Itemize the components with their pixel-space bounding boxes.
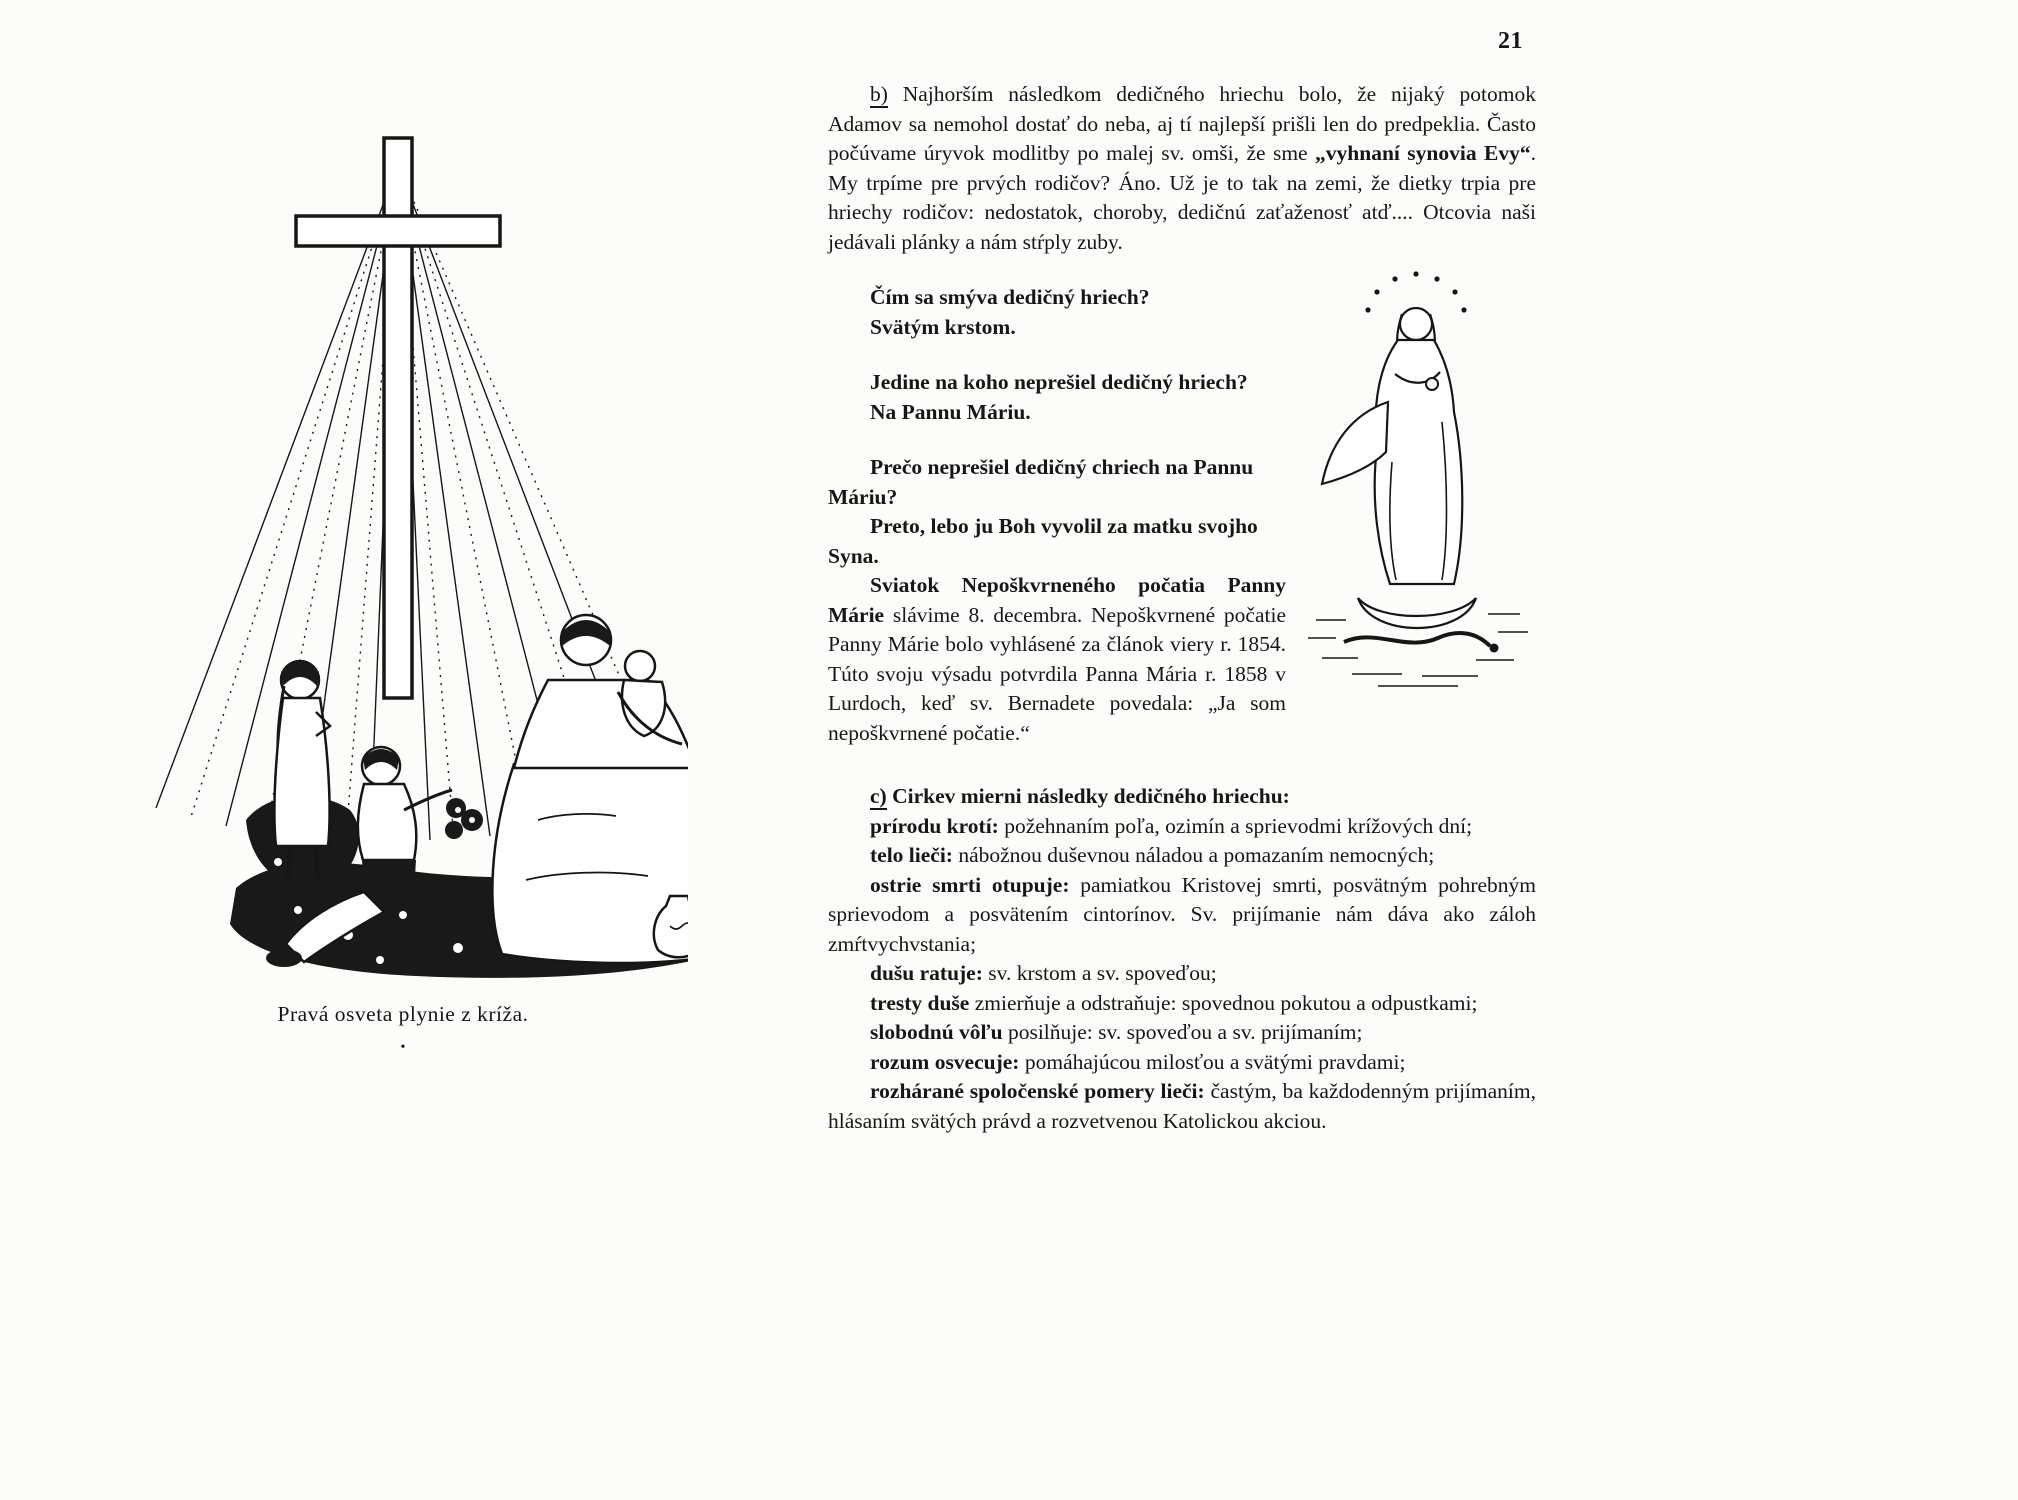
remedy-label: telo lieči: xyxy=(870,843,953,867)
qa-question: Jedine na koho neprešiel dedičný hriech? xyxy=(870,370,1248,394)
qa-block-3 xyxy=(828,453,1283,571)
remedy-item xyxy=(828,841,1536,871)
remedy-item xyxy=(828,871,1536,960)
remedy-item xyxy=(828,1018,1536,1048)
qa-answer: Preto, lebo ju Boh vyvolil za matku svojho Syna. xyxy=(828,514,1258,568)
caption-mark: • xyxy=(400,1040,406,1055)
remedy-text: nábožnou duševnou náladou a pomazaním nemocných; xyxy=(958,843,1435,867)
qa-answer: Na Pannu Máriu. xyxy=(870,399,1031,424)
remedy-label: tresty duše xyxy=(870,990,970,1015)
remedy-text: pamiatkou Kristovej smrti, posvätným pohrebným sprievodom a posvätením cintorínov. Sv. prijímanie nám dáva ako záloh zmŕtvychvstania; xyxy=(828,872,1536,956)
madonna-figure xyxy=(1322,308,1462,584)
remedy-item xyxy=(828,989,1536,1019)
cross xyxy=(296,138,500,698)
remedy-label: ostrie smrti otupuje: xyxy=(870,872,1070,897)
page-number: 21 xyxy=(1498,28,1523,54)
flower-bouquet xyxy=(445,798,483,839)
qa-block-2 xyxy=(828,368,1283,427)
remedy-item xyxy=(828,1077,1536,1136)
remedy-label: dušu ratuje: xyxy=(870,961,983,985)
section-c-heading: c) Cirkev mierni následky dedičného hriechu: xyxy=(870,784,1290,808)
remedy-text: zmierňuje a odstraňuje: spovednou pokutou a odpustkami; xyxy=(974,990,1478,1015)
cross-light-illustration xyxy=(118,120,688,990)
qa-question: Prečo neprešiel dedičný chriech na Pannu Máriu? xyxy=(828,455,1254,509)
remedy-label: slobodnú vôľu xyxy=(870,1020,1003,1044)
remedy-item xyxy=(828,812,1536,842)
remedy-label: prírodu krotí: xyxy=(870,813,999,838)
remedy-item xyxy=(828,959,1536,989)
madonna-illustration xyxy=(1292,262,1542,696)
remedy-text: pomáhajúcou milosťou a svätými pravdami; xyxy=(1024,1049,1406,1074)
crescent-moon xyxy=(1358,598,1476,628)
cross-illustration xyxy=(118,120,688,990)
halo-stars xyxy=(1365,271,1466,312)
remedy-text: posilňuje: sv. spoveďou a sv. prijímaním; xyxy=(1007,1020,1363,1044)
section-c xyxy=(828,782,1536,1136)
feast-paragraph: Sviatok Nepoškvrneného počatia Panny Márie slávime 8. decembra. Nepoškvrnené počatie Panny Márie bolo vyhlásené za článok viery r. 1854. Túto svoju výsadu potvrdila Panna Mária r. 1858 v Lurdoch, keď sv. Bernadete povedala: „Ja som nepoškvrnené počatie.“ xyxy=(828,573,1286,745)
remedy-label: rozum osvecuje: xyxy=(870,1049,1020,1074)
immaculate-conception-illustration xyxy=(1292,262,1542,696)
remedy-label: rozhárané spoločenské pomery lieči: xyxy=(870,1079,1205,1103)
illustration-caption: Pravá osveta plynie z kríža. xyxy=(277,1002,529,1026)
paragraph-b: b) Najhorším následkom dedičného hriechu bolo, že nijaký potomok Adamov sa nemohol dostať do neba, aj tí najlepší prišli len do predpeklia. Často počúvame úryvok modlitby po malej sv. omši, že sme „vyhnaní synovia Evy“. My trpíme pre prvých rodičov? Áno. Už je to tak na zemi, že dietky trpia pre hriechy rodičov: nedostatok, choroby, dedičnú zaťaženosť atď.... Otcovia naši jedávali plánky a nám stŕply zuby. xyxy=(828,82,1536,254)
remedy-text: požehnaním poľa, ozimín a sprievodmi krížových dní; xyxy=(1004,813,1473,838)
remedy-text: častým, ba každodenným prijímaním, hlásaním svätých právd a rozvetvenou Katolickou akciou. xyxy=(828,1079,1536,1133)
girl-figure xyxy=(274,661,330,878)
qa-answer: Svätým krstom. xyxy=(870,314,1016,339)
qa-question: Čím sa smýva dedičný hriech? xyxy=(870,285,1150,309)
remedy-text: sv. krstom a sv. spoveďou; xyxy=(988,961,1217,985)
qa-block-1 xyxy=(828,283,1283,342)
serpent xyxy=(1344,633,1499,653)
remedy-item xyxy=(828,1048,1536,1078)
text-column xyxy=(828,80,1536,1136)
